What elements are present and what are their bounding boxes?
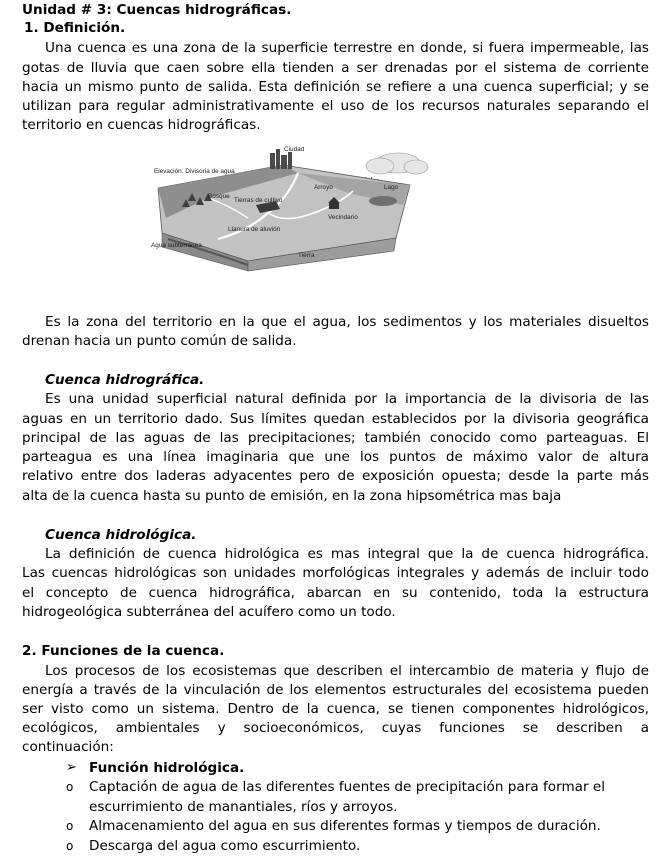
paragraph-line: ecológicos, ambientales y socioeconómicos, cuyas funciones se describen a xyxy=(22,720,649,736)
paragraph-line: hidrogeológica subterránea del acuífero como un todo. xyxy=(22,604,396,620)
paragraph-line: el concepto de cuenca hidrográfica, abarcan en su contenido, toda la estructura xyxy=(22,585,649,601)
label-ciudad: Ciudad xyxy=(284,146,305,153)
bullet-heading-funcion-hidrologica: Función hidrológica. xyxy=(89,760,245,776)
subheading-cuenca-hidrografica: Cuenca hidrográfica. xyxy=(45,372,205,388)
paragraph-line: drenan hacia un punto común de salida. xyxy=(22,333,297,349)
label-agua-subterranea: Agua subterránea xyxy=(151,242,202,249)
paragraph-line: alta de la cuenca hasta su punto de emisión, en la zona hipsométrica mas baja xyxy=(22,488,562,504)
paragraph-line: gotas de lluvia que caen sobre ella tienden a ser drenadas por el sistema de corriente xyxy=(22,60,649,76)
circle-bullet-icon: o xyxy=(66,819,74,833)
label-vecindario: Vecindario xyxy=(328,214,358,221)
label-tierra: Tierra xyxy=(298,252,315,259)
arrow-bullet-icon: ➢ xyxy=(66,760,77,775)
paragraph-line: principal de las aguas de las precipitaciones; también conocido como parteaguas. El xyxy=(22,430,649,446)
paragraph-line: La definición de cuenca hidrológica es mas integral que la de cuenca hidrográfica. xyxy=(45,546,649,562)
paragraph-line: territorio en cuencas hidrográficas. xyxy=(22,117,261,133)
paragraph-line: Las cuencas hidrológicas son unidades morfológicas integrales y además de incluir todo xyxy=(22,565,649,581)
list-item: Descarga del agua como escurrimiento. xyxy=(89,838,361,854)
label-llanura: Llanura de aluvión xyxy=(228,226,281,233)
label-lago: Lago xyxy=(384,184,399,191)
paragraph-line: hacia un mismo punto de salida. Esta definición se refiere a una cuenca superficial; y se xyxy=(22,79,649,95)
unit-title: Unidad # 3: Cuencas hidrográficas. xyxy=(22,2,292,18)
cloud-icon xyxy=(366,153,428,174)
circle-bullet-icon: o xyxy=(66,780,74,794)
label-elevacion: Elevación: Divisoria de agua xyxy=(154,168,235,175)
paragraph-line: Es una unidad superficial natural definida por la importancia de la divisoria de las xyxy=(45,391,649,407)
label-tierras: Tierras de cultivo xyxy=(234,197,283,204)
section-heading-definition: 1. Definición. xyxy=(24,20,126,36)
list-item: Captación de agua de las diferentes fuentes de precipitación para formar el xyxy=(89,779,606,795)
label-bosque: Bosque xyxy=(208,193,230,200)
list-item: escurrimiento de manantiales, ríos y arroyos. xyxy=(89,799,398,815)
paragraph-line: energía a través de la vinculación de los elementos estructurales del ecosistema pueden xyxy=(22,682,649,698)
paragraph-line: aguas en un territorio dado. Sus límites quedan establecidos por la divisoria geográfica xyxy=(22,411,649,427)
paragraph-line: Los procesos de los ecosistemas que describen el intercambio de materia y flujo de xyxy=(45,663,649,679)
paragraph-line: continuación: xyxy=(22,739,114,755)
watershed-diagram xyxy=(148,143,433,273)
section-heading-funciones: 2. Funciones de la cuenca. xyxy=(22,643,225,659)
paragraph-line: utilizan para regular administrativamente el uso de los recursos naturales separando el xyxy=(22,98,649,114)
list-item: Almacenamiento del agua en sus diferentes formas y tiempos de duración. xyxy=(89,818,601,834)
paragraph-line: Una cuenca es una zona de la superficie terrestre en donde, si fuera impermeable, las xyxy=(45,40,649,56)
label-arroyo: Arroyo xyxy=(314,184,333,191)
paragraph-line: parteagua es una línea imaginaria que une los puntos de máximo valor de altura xyxy=(22,449,649,465)
paragraph-line: ser visto como un sistema. Dentro de la cuenca, se tienen componentes hidrológicos, xyxy=(22,701,649,717)
paragraph-line: relativo entre dos laderas adyacentes pero de exposición opuesta; desde la parte más xyxy=(22,468,649,484)
subheading-cuenca-hidrologica: Cuenca hidrológica. xyxy=(45,527,197,543)
circle-bullet-icon: o xyxy=(66,839,74,853)
paragraph-line: Es la zona del territorio en la que el agua, los sedimentos y los materiales disueltos xyxy=(45,314,649,330)
